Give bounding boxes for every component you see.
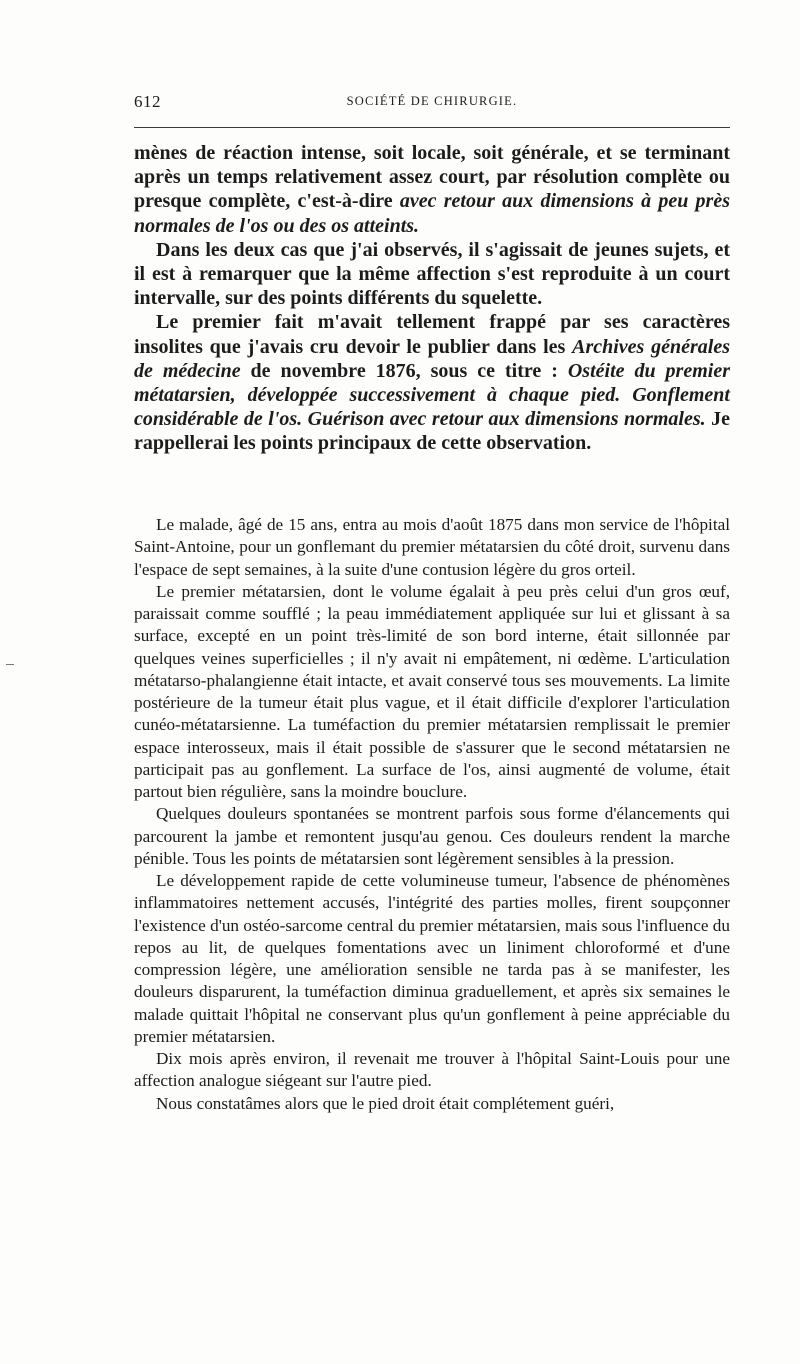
observation-paragraph-5: Dix mois après environ, il revenait me trouver à l'hôpital Saint-Louis pour une affection analogue siégeant sur l'autre pied. (134, 1049, 730, 1091)
intro-p1-emphasis: avec retour aux dimensions à peu près normales de l'os ou des os atteints. (134, 190, 730, 237)
running-head: SOCIÉTÉ DE CHIRURGIE. (346, 94, 518, 108)
margin-mark (6, 664, 14, 665)
observation-text (134, 514, 730, 1115)
header-rule (134, 127, 730, 128)
observation-paragraph-1: Le malade, âgé de 15 ans, entra au mois d'août 1875 dans mon service de l'hôpital Saint-Antoine, pour un gonflemant du premier métatarsien du côté droit, survenu dans l'espace de sept semaines, à la suite d'une contusion légère du gros orteil. (134, 515, 730, 579)
page-number: 612 (134, 92, 161, 111)
observation-paragraph-6: Nous constatâmes alors que le pied droit était complétement guéri, (156, 1093, 615, 1113)
intro-paragraph-3 (134, 310, 730, 455)
page-header (134, 92, 730, 114)
intro-p3-b: de novembre 1876, sous ce titre : (240, 359, 568, 382)
observation-paragraph-3: Quelques douleurs spontanées se montrent parfois sous forme d'élancements qui parcourent la jambe et remontent jusqu'au genou. Ces douleurs rendent la marche pénible. Tous les points de métatarsien sont légèrement sensibles à la pression. (134, 804, 730, 868)
intro-p1-text: mènes de réaction intense, soit locale, soit générale, et se terminant après un temps relativement assez court, par résolution complète ou presque complète, c'est-à-dire (134, 142, 730, 213)
journal-title: Archives générales de médecine (134, 335, 730, 382)
article-title: Ostéite du premier métatarsien, développée successivement à chaque pied. Gonflement considérable de l'os. Guérison avec retour aux dimensions normales. (134, 359, 730, 431)
observation-paragraph-4: Le développement rapide de cette volumineuse tumeur, l'absence de phénomènes inflammatoires nettement accusés, l'intégrité des parties molles, firent soupçonner l'existence d'un ostéo-sarcome central du premier métatarsien, mais sous l'influence du repos au lit, de quelques fomentations avec un liniment chloroformé et d'une compression légère, une amélioration sensible ne tarda pas à se manifester, les douleurs disparurent, la tuméfaction diminua graduellement, et après six semaines le malade quittait l'hôpital ne conservant plus qu'un gonflement à peine appréciable du premier métatarsien. (134, 871, 730, 1046)
intro-paragraph-1 (134, 141, 730, 238)
intro-p3-a: Le premier fait m'avait tellement frappé par ses caractères insolites que j'avais cru devoir le publier dans les (134, 311, 730, 358)
observation-paragraph-2: Le premier métatarsien, dont le volume égalait à peu près celui d'un gros œuf, paraissait comme soufflé ; la peau immédiatement appliquée sur lui et glissant à sa surface, excepté en un point très-limité de son bord interne, était sillonnée par quelques veines superficielles ; il n'y avait ni empâtement, ni œdème. L'articulation métatarso-phalangienne était intacte, et avait conservé tous ses mouvements. La limite postérieure de la tumeur était plus vague, et il était difficile d'explorer l'articulation cunéo-métatarsienne. La tuméfaction du premier métatarsien remplissait le premier espace interosseux, mais il était possible de s'assurer que le second métatarsien ne participait pas au gonflement. La surface de l'os, ainsi augmenté de volume, était partout bien régulière, sans la moindre bouclure. (134, 581, 730, 801)
intro-p3-c: Je rappellerai les points principaux de cette observation. (134, 408, 730, 455)
intro-paragraph-2: Dans les deux cas que j'ai observés, il s'agissait de jeunes sujets, et il est à remarquer que la même affection s'est reproduite à un court intervalle, sur des points différents du squelette. (134, 238, 730, 310)
intro-text (134, 141, 730, 456)
